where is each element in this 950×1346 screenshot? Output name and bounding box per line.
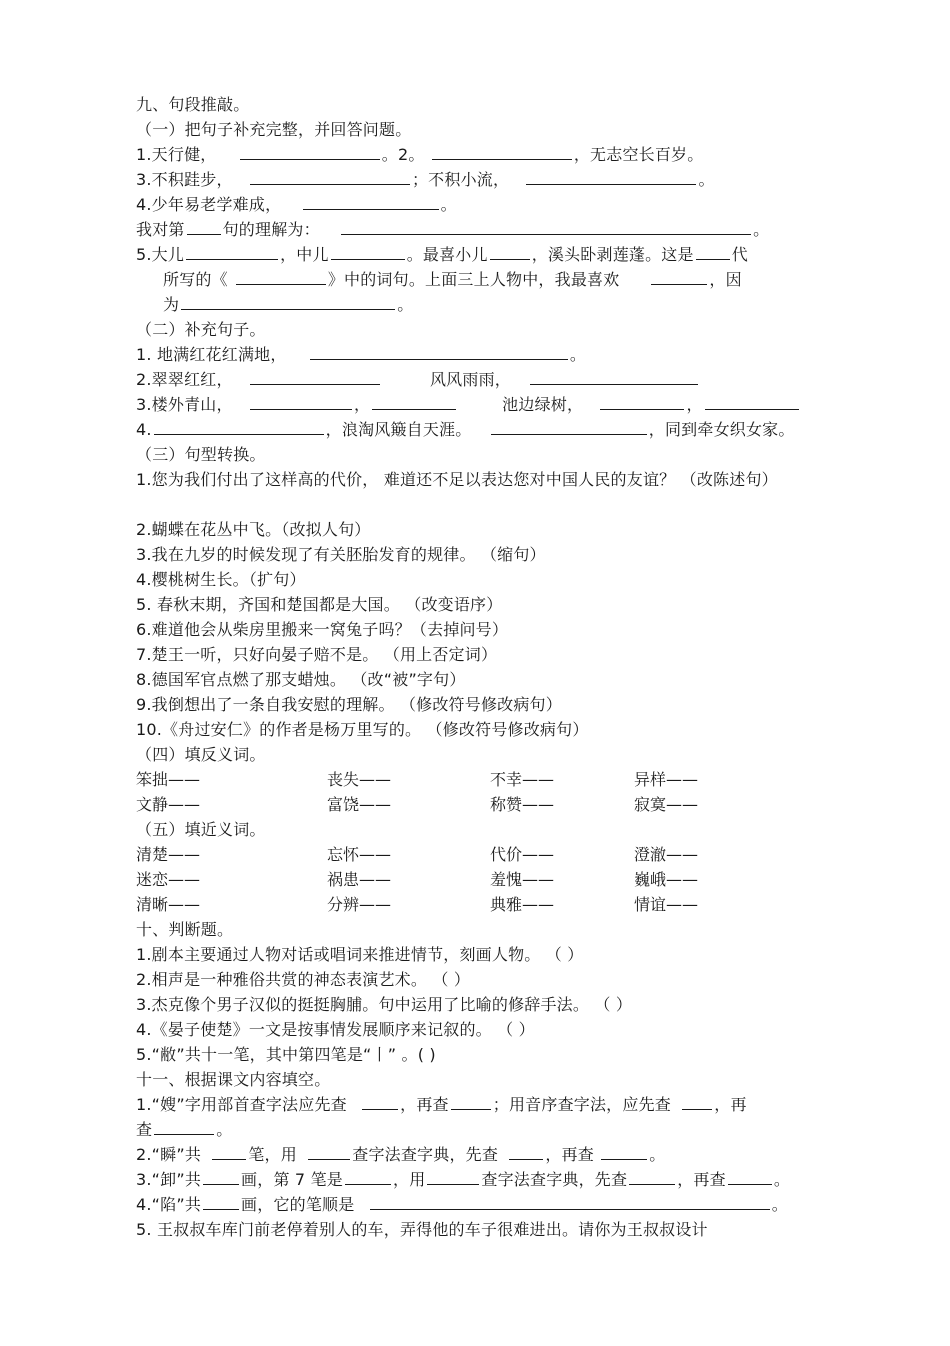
blank[interactable]: [651, 268, 707, 285]
section-title-text: 九、句段推敲。: [136, 95, 250, 114]
text: 。: [397, 295, 414, 314]
blank[interactable]: [250, 393, 352, 410]
blank[interactable]: [451, 1093, 491, 1110]
question-item: [136, 543, 816, 567]
question-text: 2.相声是一种雅俗共赏的神态表演艺术。 （ ）: [136, 970, 471, 989]
part-5-title: [136, 818, 816, 842]
blank[interactable]: [509, 1143, 543, 1160]
blank[interactable]: [203, 1193, 239, 1210]
question-text: 7.楚王一听，只好向晏子赔不是。 （用上否定词）: [136, 645, 498, 664]
text: ，因: [709, 270, 742, 289]
question-item: [136, 468, 816, 492]
text: 1.“嫂”字用部首查字法应先查: [136, 1095, 347, 1114]
part-2-title: [136, 318, 816, 342]
blank[interactable]: [728, 1168, 772, 1185]
antonym-item: 寂寞——: [634, 795, 699, 814]
blank[interactable]: [530, 368, 698, 385]
text: 。: [771, 1195, 788, 1214]
part-title-text: （二）补充句子。: [136, 320, 266, 339]
blank[interactable]: [154, 1118, 214, 1135]
text: ，无志空长百岁。: [573, 145, 704, 164]
question-text: 3.杰克像个男子汉似的挺挺胸脯。句中运用了比喻的修辞手法。 （ ）: [136, 995, 633, 1014]
synonym-item: 巍峨——: [634, 870, 699, 889]
synonym-item: 情谊——: [634, 895, 699, 914]
question-item: [136, 668, 816, 692]
question-text: 2.蝴蝶在花丛中飞。（改拟人句）: [136, 520, 371, 539]
fill-line: [136, 1093, 816, 1117]
text: ，溪头卧剥莲蓬。这是: [531, 245, 694, 264]
text: ，: [353, 395, 371, 414]
synonym-item: 典雅——: [490, 895, 555, 914]
fill-line: [136, 168, 816, 192]
blank[interactable]: [600, 393, 684, 410]
text: 。: [569, 345, 587, 364]
text: ，浪淘风簸自天涯。: [325, 420, 472, 439]
text: 3.楼外青山，: [136, 395, 233, 414]
fill-line: [136, 1193, 816, 1217]
part-1-title: [136, 118, 816, 142]
text: 为: [163, 295, 180, 314]
blank[interactable]: [372, 393, 456, 410]
blank[interactable]: [490, 243, 530, 260]
fill-line: [136, 393, 816, 417]
blank[interactable]: [427, 1168, 479, 1185]
synonym-item: 澄澈——: [634, 845, 699, 864]
question-text: 4.樱桃树生长。（扩句）: [136, 570, 306, 589]
text: 1. 地满红花红满地，: [136, 345, 287, 364]
antonym-item: 不幸——: [490, 770, 555, 789]
blank[interactable]: [203, 1168, 239, 1185]
fill-line: [136, 418, 816, 442]
text: 画，它的笔顺是: [241, 1195, 355, 1214]
text: 4.“陷”共: [136, 1195, 202, 1214]
question-item: [136, 718, 816, 742]
text: 5.大儿: [136, 245, 185, 264]
synonym-item: 代价——: [490, 845, 555, 864]
text: 1.天行健，: [136, 145, 217, 164]
antonym-item: 笨拙——: [136, 770, 201, 789]
fill-line: [136, 343, 816, 367]
text: 。: [698, 170, 715, 189]
question-text: 6.难道他会从柴房里搬来一窝兔子吗？（去掉问号）: [136, 620, 509, 639]
question-item: [136, 518, 816, 542]
blank[interactable]: [181, 293, 395, 310]
text: 。2。: [381, 145, 425, 164]
text: 2.翠翠红红，: [136, 370, 233, 389]
text: ，: [686, 395, 703, 414]
question-text: 1.剧本主要通过人物对话或唱词来推进情节，刻画人物。 （ ）: [136, 945, 584, 964]
text: 。: [216, 1120, 233, 1139]
text: 。: [440, 195, 457, 214]
part-title-text: （四）填反义词。: [136, 745, 266, 764]
question-text: 9.我倒想出了一条自我安慰的理解。 （修改符号修改病句）: [136, 695, 562, 714]
blank[interactable]: [491, 418, 647, 435]
fill-line: [136, 243, 816, 267]
section-9-title: [136, 93, 816, 117]
section-title-text: 十一、根据课文内容填空。: [136, 1070, 331, 1089]
text: 我对第: [136, 220, 185, 239]
text: ，再查: [677, 1170, 726, 1189]
section-title-text: 十、判断题。: [136, 920, 234, 939]
part-title-text: （一）把句子补充完整，并回答问题。: [136, 120, 412, 139]
blank[interactable]: [682, 1093, 712, 1110]
judgement-item: [136, 943, 816, 967]
blank[interactable]: [308, 1143, 350, 1160]
text: 。: [649, 1145, 666, 1164]
synonym-item: 清楚——: [136, 845, 201, 864]
fill-line: [136, 1118, 816, 1142]
text: 。: [753, 220, 770, 239]
fill-line: [136, 368, 816, 392]
question-item: [136, 593, 816, 617]
blank[interactable]: [629, 1168, 675, 1185]
question-text: 5.“敝”共十一笔，其中第四笔是“丨” 。( ): [136, 1045, 436, 1064]
fill-line: [136, 193, 816, 217]
section-10-title: [136, 918, 816, 942]
text: 笔，用: [248, 1145, 297, 1164]
blank[interactable]: [526, 168, 696, 185]
part-3-title: [136, 443, 816, 467]
text: 查字法查字典，先查: [352, 1145, 499, 1164]
judgement-item: [136, 1043, 816, 1067]
question-text: 8.德国军官点燃了那支蜡烛。 （改“被”字句）: [136, 670, 466, 689]
blank[interactable]: [345, 1168, 391, 1185]
fill-line: [136, 1168, 816, 1192]
text: ，同到牵女织女家。: [648, 420, 795, 439]
text: 所写的《: [163, 270, 228, 289]
blank[interactable]: [187, 218, 221, 235]
text: 风风雨雨，: [429, 370, 511, 389]
text: ，中儿: [280, 245, 329, 264]
blank[interactable]: [362, 1093, 398, 1110]
fill-line: [163, 268, 816, 292]
question-text: 10.《舟过安仁》的作者是杨万里写的。 （修改符号修改病句）: [136, 720, 589, 739]
blank[interactable]: [341, 218, 751, 235]
question-item: [136, 618, 816, 642]
antonym-item: 富饶——: [327, 795, 392, 814]
synonym-item: 祸患——: [327, 870, 392, 889]
synonym-item: 分辨——: [327, 895, 392, 914]
text: 4.: [136, 420, 152, 439]
fill-line: [136, 1143, 816, 1167]
section-11-title: [136, 1068, 816, 1092]
question-text: 1.您为我们付出了这样高的代价， 难道还不足以表达您对中国人民的友谊？ （改陈述句）: [136, 470, 778, 489]
antonym-item: 文静——: [136, 795, 201, 814]
blank[interactable]: [370, 1193, 770, 1210]
question-item: [136, 1218, 816, 1242]
text: ；不积小流，: [411, 170, 510, 189]
fill-line: [136, 143, 816, 167]
blank[interactable]: [310, 343, 568, 360]
synonym-item: 迷恋——: [136, 870, 201, 889]
blank[interactable]: [154, 418, 324, 435]
question-text: 5. 王叔叔车库门前老停着别人的车，弄得他的车子很难进出。请你为王叔叔设计: [136, 1220, 708, 1239]
blank[interactable]: [303, 193, 439, 210]
part-title-text: （五）填近义词。: [136, 820, 266, 839]
judgement-item: [136, 993, 816, 1017]
blank[interactable]: [212, 1143, 246, 1160]
blank[interactable]: [186, 243, 278, 260]
part-title-text: （三）句型转换。: [136, 445, 266, 464]
question-item: [136, 643, 816, 667]
text: 3.“卸”共: [136, 1170, 202, 1189]
blank[interactable]: [432, 143, 572, 160]
text: 2.“瞬”共: [136, 1145, 202, 1164]
text: ；用音序查字法，应先查: [492, 1095, 671, 1114]
question-text: 3.我在九岁的时候发现了有关胚胎发育的规律。 （缩句）: [136, 545, 546, 564]
text: ，用: [393, 1170, 426, 1189]
text: 。: [773, 1170, 791, 1189]
text: ，再查: [545, 1145, 594, 1164]
blank[interactable]: [705, 393, 799, 410]
text: 画，第 7 笔是: [241, 1170, 343, 1189]
text: 查字法查字典，先查: [481, 1170, 628, 1189]
text: 》中的词句。上面三上人物中，我最喜欢: [327, 270, 620, 289]
synonym-item: 忘怀——: [327, 845, 392, 864]
text: 3.不积跬步，: [136, 170, 233, 189]
antonym-item: 异样——: [634, 770, 699, 789]
fill-line: [136, 218, 816, 242]
fill-line: [163, 293, 816, 317]
blank[interactable]: [331, 243, 405, 260]
blank[interactable]: [696, 243, 730, 260]
text: 4.少年易老学难成，: [136, 195, 282, 214]
blank[interactable]: [236, 268, 326, 285]
blank[interactable]: [601, 1143, 647, 1160]
blank[interactable]: [240, 143, 380, 160]
question-text: 4.《晏子使楚》一文是按事情发展顺序来记叙的。 （ ）: [136, 1020, 535, 1039]
blank[interactable]: [250, 368, 380, 385]
text: 代: [731, 245, 748, 264]
antonym-item: 称赞——: [490, 795, 555, 814]
blank[interactable]: [250, 168, 410, 185]
text: 句的理解为：: [222, 220, 320, 239]
antonym-item: 丧失——: [327, 770, 392, 789]
text: ，再: [714, 1095, 747, 1114]
text: ，再查: [400, 1095, 449, 1114]
synonym-item: 清晰——: [136, 895, 201, 914]
text: 。最喜小儿: [406, 245, 488, 264]
text: 池边绿树，: [502, 395, 584, 414]
question-item: [136, 568, 816, 592]
judgement-item: [136, 968, 816, 992]
judgement-item: [136, 1018, 816, 1042]
synonym-item: 羞愧——: [490, 870, 555, 889]
question-item: [136, 693, 816, 717]
question-text: 5. 春秋末期，齐国和楚国都是大国。 （改变语序）: [136, 595, 503, 614]
text: 查: [136, 1120, 153, 1139]
part-4-title: [136, 743, 816, 767]
